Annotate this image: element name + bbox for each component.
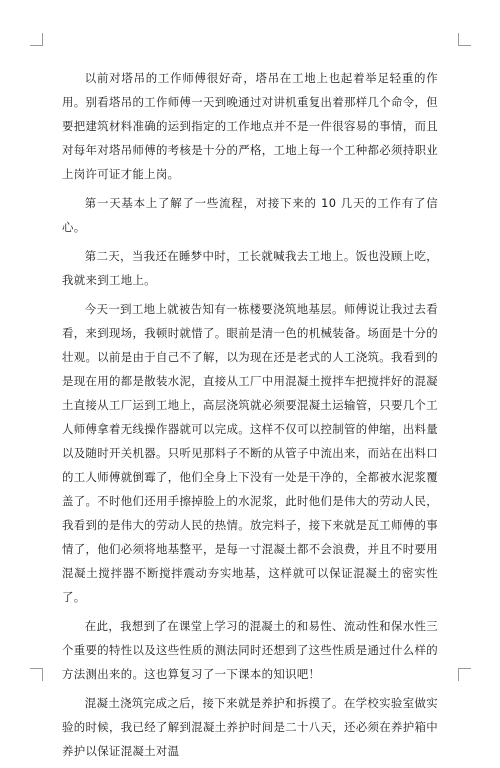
crop-mark-top-right [458,33,471,46]
paragraph-concrete-properties: 在此，我想到了在课堂上学习的混凝土的和易性、流动性和保水性三个重要的特性以及这些性质的测法同时还想到了这些性质是通过什么样的方法测出来的。这也算复习了一下课本的知识吧！ [62,619,438,681]
document-body [62,66,438,768]
crop-mark-bottom-right [458,668,471,681]
paragraph-second-day: 第二天，当我还在睡梦中时，工长就喊我去工地上。饭也没顾上吃，我就来到工地上。 [62,249,438,287]
crop-mark-bottom-left [30,668,43,681]
paragraph-first-day: 第一天基本上了解了一些流程，对接下来的 10 几天的工作有了信心。 [62,196,438,234]
paragraph-concrete-pouring: 今天一到工地上就被告知有一栋楼要浇筑地基层。师傅说让我过去看看，来到现场，我顿时就惜了。眼前是清一色的机械装备。场面是十分的壮观。以前是由于自己不了解，以为现在还是老式的人工浇筑。我看到的是现在用的都是散装水泥，直接从工厂中用混凝土搅拌车把搅拌好的混凝土直接从工厂运到工地上，高层浇筑就必须要混凝土运输管，只要几个工人师傅拿着无线操作器就可以完成。这样不仅可以控制管的伸缩，出料量以及随时开关机器。只听见那料子不断的从管子中流出来，而站在出料口的工人师傅就倒霉了，他们全身上下没有一处是干净的，全都被水泥浆覆盖了。不时他们还用手擦掉脸上的水泥浆，此时他们是伟大的劳动人民，我看到的是伟大的劳动人民的热情。放完料子，接下来就是瓦工师傅的事情了，他们必须将地基整平，是每一寸混凝土都不会浪费，并且不时要用混凝土搅拌器不断搅拌震动夯实地基，这样就可以保证混凝土的密实性了。 [62,302,438,604]
paragraph-curing: 混凝土浇筑完成之后，接下来就是养护和拆摸了。在学校实验室做实验的时候，我已经了解到混凝土养护时间是二十八天，还必须在养护箱中养护以保证混凝土对温 [62,696,438,758]
paragraph-tower-crane: 以前对塔吊的工作师傅很好奇，塔吊在工地上也起着举足轻重的作用。别看塔吊的工作师傅一天到晚通过对讲机重复出着那样几个命令，但要把建筑材料准确的运到指定的工作地点并不是一件很容易的事情，而且对每年对塔吊师傅的考核是十分的严格，工地上每一个工种都必须持职业上岗许可证才能上岗。 [62,71,438,181]
crop-mark-top-left [30,33,43,46]
